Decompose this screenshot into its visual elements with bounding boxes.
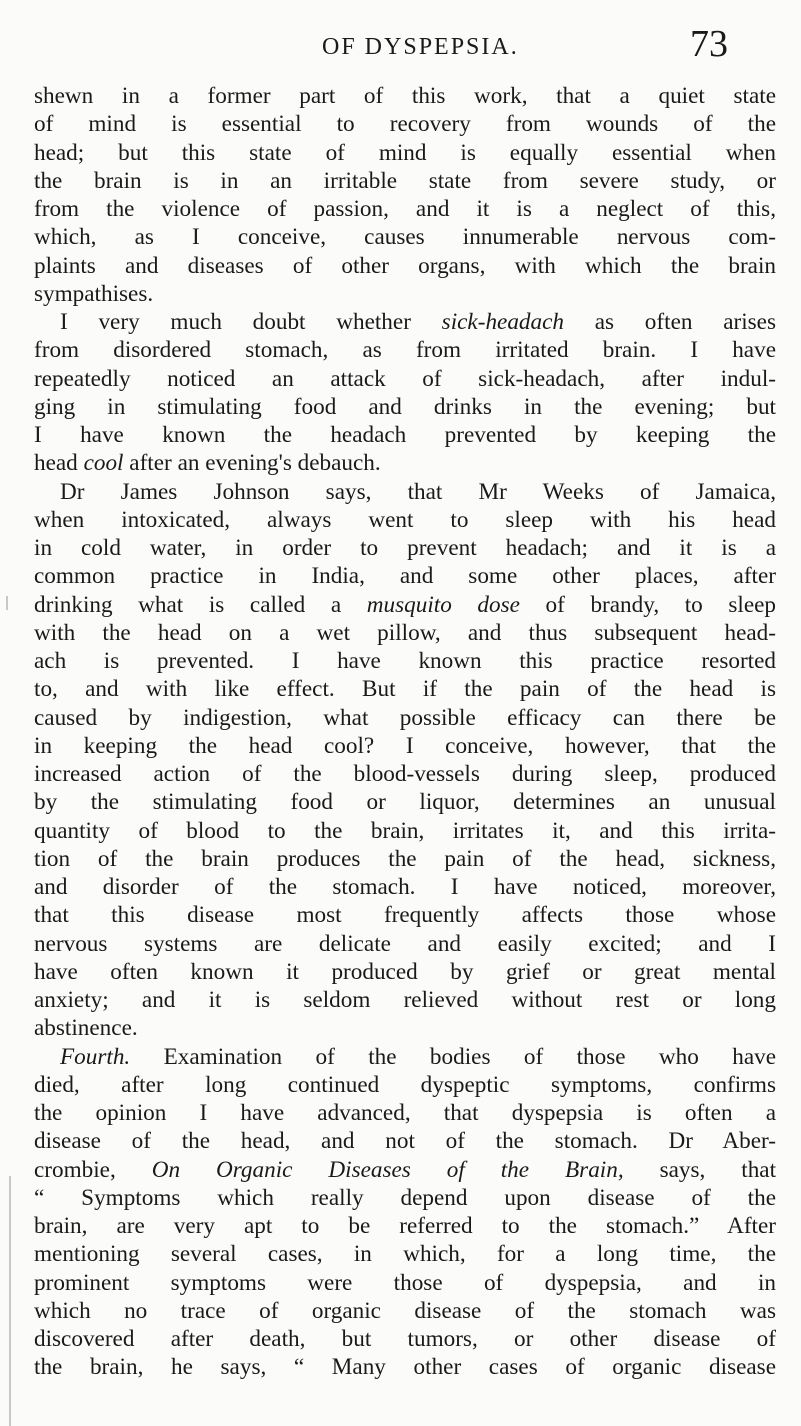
text-segment: after an evening's debauch. (129, 450, 381, 477)
text-segment: head (34, 450, 78, 477)
text-line: ging in stimulating food and drinks in the evening; but (34, 393, 776, 420)
text-line: plaints and diseases of other organs, with which the brain (34, 252, 776, 279)
text-line: I have known the headach prevented by keeping the (34, 422, 776, 448)
text-segment: says, that (659, 1156, 777, 1183)
text-segment: of brandy, to sleep (545, 591, 777, 618)
text-line (34, 1156, 776, 1184)
text-line (34, 308, 776, 336)
text-line (34, 591, 776, 619)
text-line: caused by indigestion, what possible efficacy can there be (34, 704, 776, 731)
text-line: anxiety; and it is seldom relieved without rest or long (34, 987, 776, 1013)
text-segment: drinking what is called a (34, 591, 342, 618)
text-line: sympathises. (34, 280, 154, 307)
text-segment: crombie, (34, 1156, 116, 1183)
text-line: disease of the head, and not of the stomach. Dr Aber- (34, 1128, 776, 1155)
text-line: ach is prevented. I have known this practice resorted (34, 648, 776, 674)
text-line: have often known it produced by grief or great mental (34, 958, 776, 985)
text-line: in keeping the head cool? I conceive, however, that the (34, 732, 776, 759)
text-line: of mind is essential to recovery from wounds of the (34, 111, 776, 138)
text-line: when intoxicated, always went to sleep with his head (34, 506, 776, 533)
text-line: discovered after death, but tumors, or other disease of (34, 1326, 776, 1352)
body-text (34, 82, 776, 1382)
text-line: repeatedly noticed an attack of sick-headach, after indul- (34, 365, 776, 392)
text-line: died, after long continued dyspeptic symptoms, confirms (34, 1071, 776, 1098)
text-line: nervous systems are delicate and easily excited; and I (34, 930, 776, 957)
text-line: shewn in a former part of this work, that a quiet state (34, 83, 776, 109)
text-segment: as often arises (594, 309, 776, 335)
text-line: Dr James Johnson says, that Mr Weeks of Jamaica, (60, 478, 776, 505)
text-line: quantity of blood to the brain, irritates it, and this irrita- (34, 817, 776, 844)
text-line: which, as I conceive, causes innumerable nervous com- (34, 224, 776, 251)
text-line: mentioning several cases, in which, for a long time, the (34, 1241, 776, 1268)
text-line: which no trace of organic disease of the stomach was (34, 1297, 776, 1324)
text-segment: I very much doubt whether (60, 309, 411, 335)
italic-term: musquito dose (366, 591, 520, 618)
page-edge-mark (6, 596, 8, 610)
page-edge-mark (9, 1176, 11, 1426)
text-line: head; but this state of mind is equally essential when (34, 139, 776, 166)
text-line: with the head on a wet pillow, and thus subsequent head- (34, 619, 776, 646)
text-segment: Examination of the bodies of those who have (163, 1043, 777, 1070)
text-line: in cold water, in order to prevent headach; and it is a (34, 535, 776, 561)
page-header (0, 14, 801, 70)
text-line: the brain, he says, “ Many other cases of organic disease (34, 1354, 776, 1381)
italic-term: cool (83, 450, 124, 477)
text-line: to, and with like effect. But if the pain of the head is (34, 676, 776, 703)
page-number: 73 (690, 23, 728, 65)
text-line: common practice in India, and some other places, after (34, 563, 776, 590)
italic-title: On Organic Diseases of the Brain, (151, 1156, 624, 1183)
text-line (34, 449, 776, 477)
text-line: abstinence. (34, 1015, 138, 1042)
italic-term: sick-headach (441, 309, 564, 335)
text-line: that this disease most frequently affects those whose (34, 902, 776, 929)
running-head: OF DYSPEPSIA. (322, 34, 519, 60)
text-line: increased action of the blood-vessels during sleep, produced (34, 761, 776, 787)
text-line: from disordered stomach, as from irritated brain. I have (34, 337, 776, 364)
text-line: and disorder of the stomach. I have noticed, moreover, (34, 874, 776, 900)
text-line: brain, are very apt to be referred to the stomach.” After (34, 1213, 776, 1239)
section-label: Fourth. (60, 1043, 131, 1070)
text-line: “ Symptoms which really depend upon disease of the (34, 1184, 776, 1211)
text-line: the opinion I have advanced, that dyspepsia is often a (34, 1100, 776, 1126)
text-line: tion of the brain produces the pain of the head, sickness, (34, 845, 776, 872)
text-line: by the stimulating food or liquor, determines an unusual (34, 789, 776, 816)
text-line: the brain is in an irritable state from severe study, or (34, 167, 776, 194)
text-line (34, 1043, 776, 1071)
text-line: from the violence of passion, and it is a neglect of this, (34, 196, 776, 222)
text-line: prominent symptoms were those of dyspepsia, and in (34, 1269, 776, 1296)
